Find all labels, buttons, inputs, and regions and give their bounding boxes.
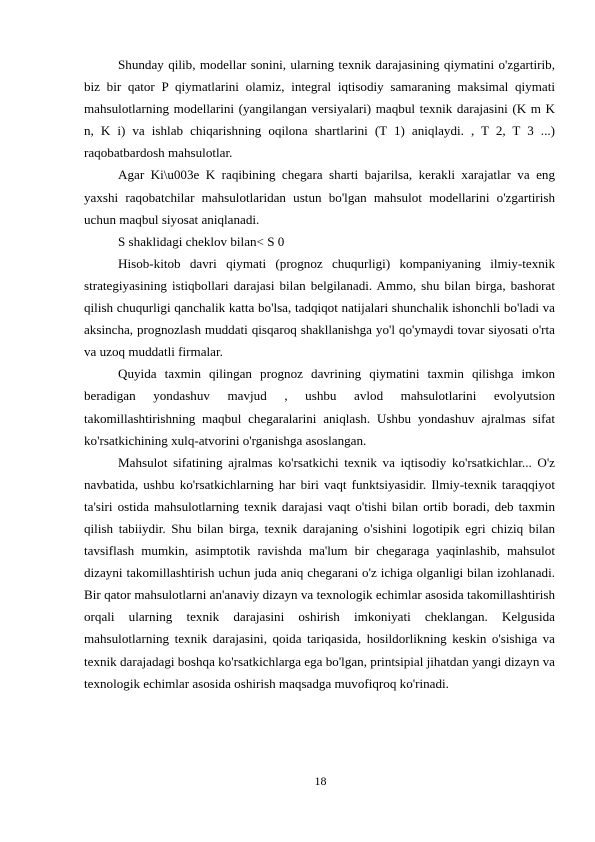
paragraph-3: S shaklidagi cheklov bilan< S 0 (118, 233, 285, 249)
paragraph-5: Quyida taxmin qilingan prognoz davrining qiymatini taxmin qilishga imkon beradigan yondashuv mavjud , ushbu avlod mahsulotlarini evolyutsion takomillashtirishning maqbul chegaralarini aniqlash. Ushbu yondashuv ajralmas sifat ko'rsatkichining xulq-atvorini o'rganishga asoslangan. (84, 366, 555, 448)
paragraph-4: Hisob-kitob davri qiymati (prognoz chuqurligi) kompaniyaning ilmiy-texnik strategiyasining istiqbollari darajasi bilan belgilanadi. Ammo, shu bilan birga, bashorat qilish chuqurligi qanchalik katta bo'lsa, tadqiqot natijalari shunchalik ishonchli bo'ladi va aksincha, prognozlash muddati qisqaroq shakllanishga yo'l qo'ymaydi tovar siyosati o'rta va uzoq muddatli firmalar. (84, 255, 555, 360)
paragraph-2: Agar Ki\u003e K raqibining chegara sharti bajarilsa, kerakli xarajatlar va eng yaxshi raqobatchilar mahsulotlaridan ustun bo'lgan mahsulot modellarini o'zgartirish uchun maqbul siyosat aniqlanadi. (84, 167, 555, 227)
document-body (84, 54, 555, 695)
paragraph-1: Shunday qilib, modellar sonini, ularning texnik darajasining qiymatini o'zgartirib, biz bir qator P qiymatlarini olamiz, integral iqtisodiy samaraning maksimal qiymati mahsulotlarning modellarini (yangilangan versiyalari) maqbul texnik darajasini (K m K n, K i) va ishlab chiqarishning oqilona shartlarini (T 1) aniqlaydi. , T 2, T 3 ...) raqobatbardosh mahsulotlar. (84, 57, 555, 161)
page-number: 18 (314, 774, 327, 788)
paragraph-6: Mahsulot sifatining ajralmas ko'rsatkichi texnik va iqtisodiy ko'rsatkichlar... O'z navbatida, ushbu ko'rsatkichlarning har biri vaqt funktsiyasidir. Ilmiy-texnik taraqqiyot ta'siri ostida mahsulotlarning texnik darajasi vaqt o'tishi bilan ortib boradi, deb taxmin qilish tabiiydir. Shu bilan birga, texnik darajaning o'sishini logotipik egri chiziq bilan tavsiflash mumkin, asimptotik ravishda ma'lum bir chegaraga yaqinlashib, mahsulot dizayni takomillashtirish uchun juda aniq chegarani o'z ichiga olganligi bilan izohlanadi. Bir qator mahsulotlarni an'anaviy dizayn va texnologik echimlar asosida takomillashtirish orqali ularning texnik darajasini oshirish imkoniyati cheklangan. Kelgusida mahsulotlarning texnik darajasini, qoida tariqasida, hosildorlikning keskin o'sishiga va texnik darajadagi boshqa ko'rsatkichlarga ega bo'lgan, printsipial jihatdan yangi dizayn va texnologik echimlar asosida oshirish maqsadga muvofiqroq ko'rinadi. (84, 454, 555, 691)
